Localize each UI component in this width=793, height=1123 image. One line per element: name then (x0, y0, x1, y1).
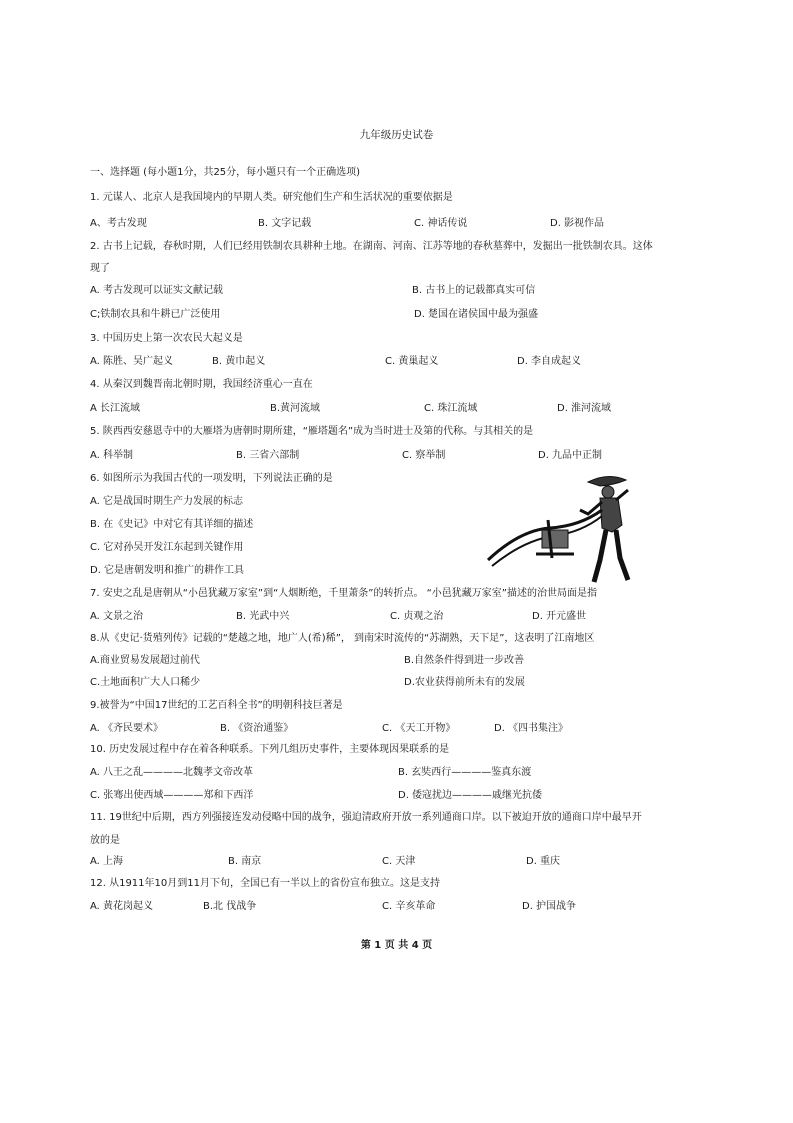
question-6-option-a: A. 它是战国时期生产力发展的标志 (90, 496, 244, 507)
question-6-option-c: C. 它对孙吴开发江东起到关键作用 (90, 542, 244, 553)
question-5-option-d: D. 九品中正制 (538, 450, 603, 461)
question-9-stem: 9.被誉为“中国17世纪的工艺百科全书”的明朝科技巨著是 (90, 700, 343, 711)
question-4-stem: 4. 从秦汉到魏晋南北朝时期，我国经济重心一直在 (90, 379, 313, 390)
question-8-stem: 8.从《史记·货殖列传》记载的“楚越之地，地广人(希)稀”， 到南宋时流传的“苏湖熟，天下足”，这表明了江南地区 (90, 633, 595, 644)
question-12-option-a: A. 黄花岗起义 (90, 901, 154, 912)
question-5-option-a: A. 科举制 (90, 450, 134, 461)
question-2-option-d: D. 楚国在诸侯国中最为强盛 (414, 309, 539, 320)
question-9-option-d: D. 《四书集注》 (494, 723, 569, 734)
question-11-stem-cont: 放的是 (90, 835, 120, 846)
question-1-option-d: D. 影视作品 (550, 218, 605, 229)
plough-illustration (480, 470, 640, 590)
question-10-option-a: A. 八王之乱————北魏孝文帝改革 (90, 767, 254, 778)
question-7-option-d: D. 开元盛世 (532, 611, 587, 622)
question-2-stem-cont: 现了 (90, 263, 110, 274)
question-7-option-a: A. 文景之治 (90, 611, 144, 622)
question-12-option-d: D. 护国战争 (522, 901, 577, 912)
question-2-option-a: A. 考古发现可以证实文献记载 (90, 285, 224, 296)
question-2-stem: 2. 古书上记载，春秋时期，人们已经用铁制农具耕种土地。在湖南、河南、江苏等地的春秋墓葬中，发掘出一批铁制农具。这体 (90, 241, 653, 252)
farmer-plough-image (480, 470, 640, 590)
question-11-option-b: B. 南京 (228, 856, 262, 867)
question-5-option-b: B. 三省六部制 (236, 450, 300, 461)
question-11-option-d: D. 重庆 (526, 856, 561, 867)
question-3-option-d: D. 李自成起义 (517, 356, 582, 367)
question-11-stem: 11. 19世纪中后期，西方列强接连发动侵略中国的战争，强迫清政府开放一系列通商口岸。以下被迫开放的通商口岸中最早开 (90, 812, 642, 823)
question-9-option-b: B. 《资治通鉴》 (220, 723, 294, 734)
question-3-option-c: C. 黄巢起义 (385, 356, 439, 367)
question-9-option-c: C. 《天工开物》 (382, 723, 456, 734)
question-8-option-b: B.自然条件得到进一步改善 (404, 655, 525, 666)
question-8-option-a: A.商业贸易发展超过前代 (90, 655, 200, 666)
question-10-option-d: D. 倭寇扰边————戚继光抗倭 (398, 790, 543, 801)
question-12-option-b: B.北 伐战争 (203, 901, 257, 912)
question-12-option-c: C. 辛亥革命 (382, 901, 436, 912)
question-4-option-b: B.黄河流域 (270, 403, 321, 414)
question-10-option-c: C. 张骞出使西域————郑和下西洋 (90, 790, 254, 801)
question-1-stem: 1. 元谋人、北京人是我国境内的早期人类。研究他们生产和生活状况的重要依据是 (90, 192, 453, 203)
question-8-option-c: C.土地面积广大人口稀少 (90, 677, 201, 688)
question-7-stem: 7. 安史之乱是唐朝从“小邑犹藏万家室”到“人烟断绝，千里萧条”的转折点。 “小邑犹藏万家室”描述的治世局面是指 (90, 588, 597, 599)
question-2-option-c: C;铁制农具和牛耕已广泛使用 (90, 309, 221, 320)
question-4-option-c: C. 珠江流域 (424, 403, 478, 414)
question-2-option-b: B. 古书上的记载都真实可信 (412, 285, 536, 296)
question-1-option-c: C. 神话传说 (414, 218, 468, 229)
question-5-stem: 5. 陕西西安慈恩寺中的大雁塔为唐朝时期所建，“雁塔题名”成为当时进士及第的代称。与其相关的是 (90, 426, 534, 437)
question-7-option-b: B. 光武中兴 (236, 611, 290, 622)
question-4-option-d: D. 淮河流域 (557, 403, 612, 414)
question-1-option-b: B. 文字记载 (258, 218, 312, 229)
page-footer: 第 1 页 共 4 页 (360, 940, 433, 951)
question-3-option-a: A. 陈胜、吴广起义 (90, 356, 174, 367)
section-header: 一、选择题 (每小题1分，共25分，每小题只有一个正确选项) (90, 167, 361, 178)
question-4-option-a: A 长江流域 (90, 403, 141, 414)
question-7-option-c: C. 贞观之治 (390, 611, 444, 622)
question-9-option-a: A. 《齐民要术》 (90, 723, 164, 734)
question-12-stem: 12. 从1911年10月到11月下旬，全国已有一半以上的省份宣布独立。这是支持 (90, 878, 440, 889)
question-11-option-c: C. 天津 (382, 856, 416, 867)
question-6-stem: 6. 如图所示为我国古代的一项发明，下列说法正确的是 (90, 473, 333, 484)
question-3-stem: 3. 中国历史上第一次农民大起义是 (90, 333, 243, 344)
page-title: 九年级历史试卷 (359, 129, 434, 141)
question-6-option-b: B. 在《史记》中对它有其详细的描述 (90, 519, 254, 530)
question-10-option-b: B. 玄奘西行————鉴真东渡 (398, 767, 532, 778)
question-5-option-c: C. 察举制 (402, 450, 446, 461)
question-11-option-a: A. 上海 (90, 856, 124, 867)
question-6-option-d: D. 它是唐朝发明和推广的耕作工具 (90, 565, 245, 576)
question-3-option-b: B. 黄巾起义 (212, 356, 266, 367)
question-8-option-d: D.农业获得前所未有的发展 (404, 677, 525, 688)
question-1-option-a: A、考古发现 (90, 218, 147, 229)
question-10-stem: 10. 历史发展过程中存在着各种联系。下列几组历史事件，主要体现因果联系的是 (90, 744, 450, 755)
